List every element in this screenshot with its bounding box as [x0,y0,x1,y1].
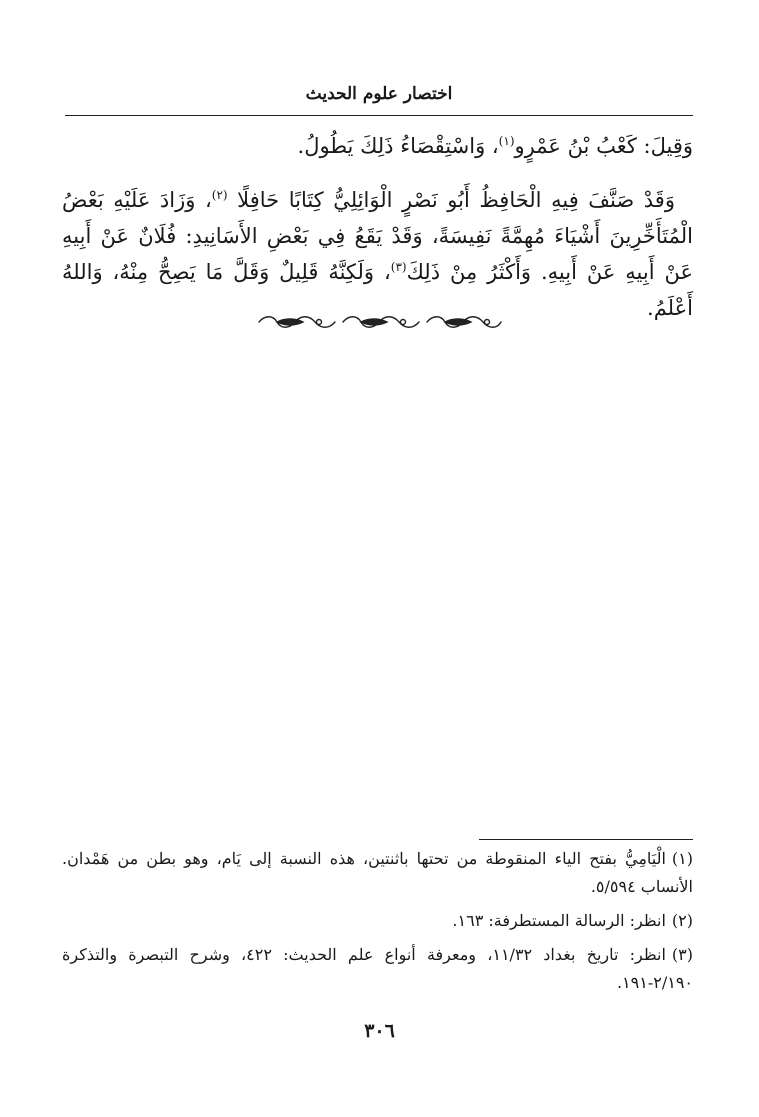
footnote-separator [479,839,693,840]
paragraph-2-text-a: وَقَدْ صَنَّفَ فِيهِ الْحَافِظُ أَبُو نَصْرٍ الْوَائِلِيُّ كِتَابًا حَافِلًا [237,188,675,212]
floral-divider-icon [255,312,505,332]
page-number: ٣٠٦ [364,1020,395,1042]
paragraph-1 [62,128,693,164]
paragraph-2-text-c: ، وَلَكِنَّهُ قَلِيلٌ وَقَلَّ مَا يَصِحُّ مِنْهُ، وَاللهُ أَعْلَمُ. [62,260,693,320]
footnote-ref-2[interactable]: (٢) [211,188,228,202]
footnote-3 [62,941,693,997]
footnote-ref-1[interactable]: (١) [498,134,515,148]
footnote-number: (٢) [671,911,693,930]
footnote-text: الْيَامِيُّ بفتح الياء المنقوطة من تحتها باثنتين، هذه النسبة إلى يَام، وهو بطن من هَمْدان. الأنساب ٥/٥٩٤. [62,849,693,896]
footnote-1 [62,845,693,901]
paragraph-1-rest: ، وَاسْتِقْصَاءُ ذَلِكَ يَطُولُ. [297,134,499,158]
footnote-number: (٣) [671,945,693,964]
footnotes [62,845,693,1003]
header-rule [65,115,693,116]
paragraph-2 [62,182,693,326]
footnote-2 [62,907,693,935]
footnote-ref-3[interactable]: (٣) [390,260,407,274]
footnote-text: انظر: تاريخ بغداد ١١/٣٢، ومعرفة أنواع علم الحديث: ٤٢٢، وشرح التبصرة والتذكرة ٢/١٩٠-١٩١. [62,945,693,992]
paragraph-1-text: وَقِيلَ: كَعْبُ بْنُ عَمْرٍو [514,134,693,158]
footnote-number: (١) [671,849,694,868]
running-header: اختصار علوم الحديث [305,84,453,104]
footnote-text: انظر: الرسالة المستطرفة: ١٦٣. [452,911,666,930]
paragraph-2-text-b: ، وَزَادَ عَلَيْهِ بَعْضُ الْمُتَأَخِّرِينَ أَشْيَاءَ مُهِمَّةً نَفِيسَةً، وَقَدْ يَقَعُ فِي بَعْضِ الأَسَانِيدِ: فُلَانٌ عَنْ أَبِيهِ عَنْ أَبِيهِ عَنْ أَبِيهِ. وَأَكْثَرُ مِنْ ذَلِكَ [62,188,693,284]
main-text [62,128,693,326]
